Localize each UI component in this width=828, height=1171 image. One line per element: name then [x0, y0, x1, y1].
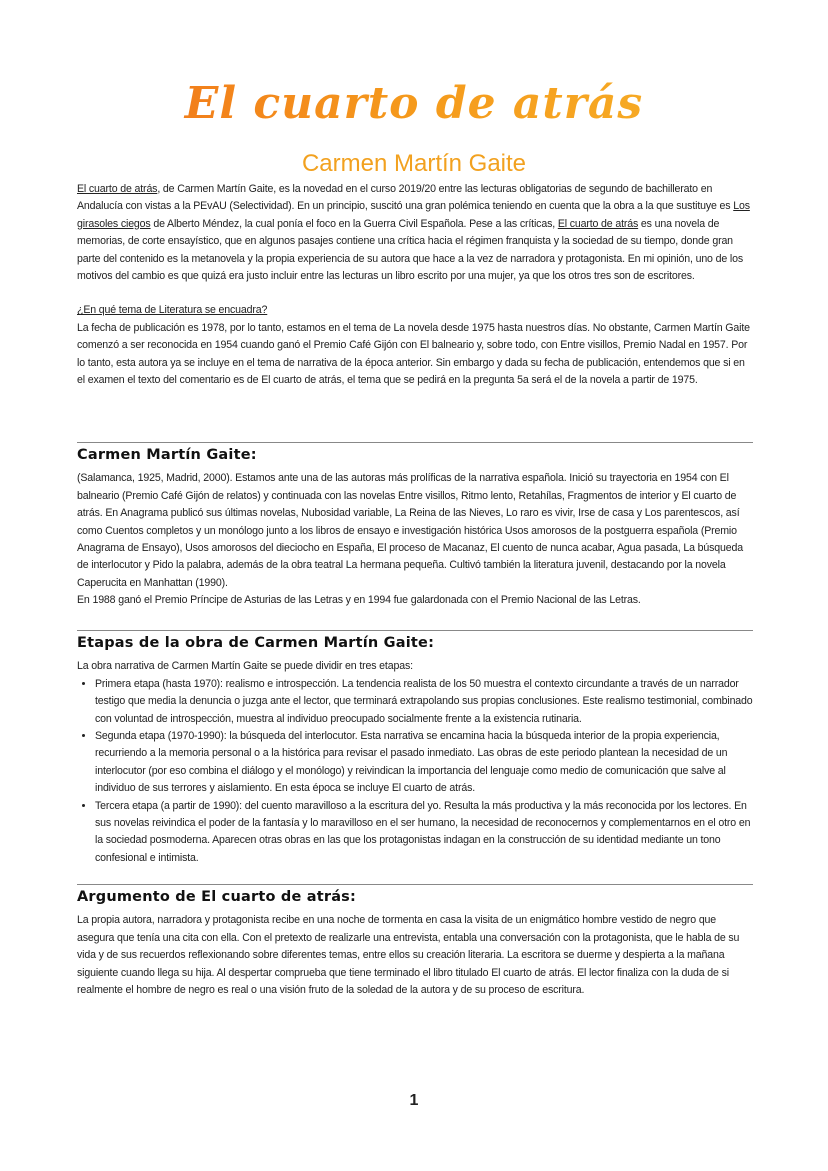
- stages-heading: Etapas de la obra de Carmen Martín Gaite:: [77, 635, 435, 651]
- list-item: • Tercera etapa (a partir de 1990): del cuento maravilloso a la escritura del yo. Resulta la más productiva y la más reconocida por los lectores. En sus novelas reivindica el poder de la fantasía y lo maravilloso en el ser humano, la necesidad de reconocernos y complementarnos en el otro en la sociedad posmoderna. Aparecen otras obras en las que los protagonistas indagan en la construcción de su identidad mediante un tono confesional e intimista.: [95, 798, 753, 868]
- plot-paragraph: La propia autora, narradora y protagonista recibe en una noche de tormenta en casa la visita de un enigmático hombre vestido de negro que asegura que tenía una cita con ella. Con el pretexto de realizarle una entrevista, entabla una conversación con la protagonista, que le habla de su vida y de sus recuerdos reflexionando sobre diferentes temas, entre ellos su creación literaria. La escritora se duerme y despierta a la mañana siguiente cuando llega su hija. Al despertar comprueba que tiene terminado el libro titulado El cuarto de atrás. El lector finaliza con la duda de si realmente el hombre de negro es real o una visión fruto de la soledad de la autora y de su proceso de escritura.: [77, 914, 740, 997]
- divider: [77, 442, 753, 443]
- divider: [77, 884, 753, 885]
- bio-section: [77, 442, 753, 610]
- plot-section: [77, 884, 753, 999]
- page-number: 1: [409, 1092, 419, 1109]
- intro-section: [77, 181, 753, 389]
- bio-paragraph: (Salamanca, 1925, Madrid, 2000). Estamos ante una de las autoras más prolíficas de la narrativa española. Inició su trayectoria en 1954 con El balneario (Premio Café Gijón de relatos) y continuada con las novelas Entre visillos, Ritmo lento, Retahílas, Fragmentos de interior y El cuarto de atrás. En Anagrama publicó sus últimas novelas, Nubosidad variable, La Reina de las Nieves, Lo raro es vivir, Irse de casa y Los parentescos, así como Cuentos completos y un monólogo junto a los libros de ensayo e investigación histórica Usos amorosos de la postguerra española (Premio Anagrama de Ensayo), Usos amorosos del dieciocho en España, El proceso de Macanaz, El cuento de nunca acabar, Agua pasada, La búsqueda de interlocutor y Pido la palabra, además de la obra teatral La hermana pequeña. Cultivó también la literatura juvenil, destacando por la novela Caperucita en Manhattan (1990).: [77, 472, 744, 589]
- theme-paragraph: La fecha de publicación es 1978, por lo tanto, estamos en el tema de La novela desde 1975 hasta nuestros días. No obstante, Carmen Martín Gaite comenzó a ser reconocida en 1954 cuando ganó el Premio Café Gijón con El balneario y, sobre todo, con Entre visillos, Premio Nadal en 1957. Por lo tanto, esta autora ya se incluye en el tema de narrativa de la época anterior. Sin embargo y dada su fecha de publicación, entendemos que si en el examen el texto del comentario es de El cuarto de atrás, el tema que se pedirá en la pregunta 5a será el de la novela a partir de 1975.: [77, 321, 750, 387]
- text: de Alberto Méndez, la cual ponía el foco en la Guerra Civil Española. Pese a las críticas,: [150, 217, 558, 230]
- stages-intro: La obra narrativa de Carmen Martín Gaite se puede dividir en tres etapas:: [77, 660, 413, 673]
- bio-awards: En 1988 ganó el Premio Príncipe de Asturias de las Letras y en 1994 fue galardonada con el Premio Nacional de las Letras.: [77, 594, 641, 607]
- plot-heading: Argumento de El cuarto de atrás:: [77, 889, 357, 905]
- text: es una novela de memorias, de corte ensayístico, que en algunos pasajes contiene una crítica hacia el régimen franquista y la sociedad de su tiempo, donde gran parte del contenido es la metanovela y la propia experiencia de su autora que hace a la vez de narradora y protagonista. En mi opinión, uno de los motivos del cambio es que quizá era justo incluir entre las lecturas un libro escrito por una mujer, ya que los otros tres son de escritores.: [77, 217, 743, 283]
- book-title-link: El cuarto de atrás: [557, 217, 639, 230]
- text: , de Carmen Martín Gaite, es la novedad en el curso 2019/20 entre las lecturas obligatorias de segundo de bachillerato en Andalucía con vistas a la PEvAU (Selectividad). En un principio, suscitó una gran polémica teniendo en cuenta que la obra a la que sustituye es: [77, 183, 734, 213]
- divider: [77, 630, 753, 631]
- book-title-link: Los girasoles ciegos: [77, 200, 750, 230]
- document-subtitle: Carmen Martín Gaite: [301, 150, 527, 177]
- document-title: El cuarto de atrás: [0, 78, 828, 129]
- stages-section: [77, 630, 753, 867]
- book-title-link: El cuarto de atrás: [77, 183, 158, 195]
- list-item: • Segunda etapa (1970-1990): la búsqueda del interlocutor. Esta narrativa se encamina hacia la búsqueda interior de la propia experiencia, recurriendo a la memoria personal o a la histórica para revisar el pasado inmediato. Las obras de este periodo plantean la necesidad de un interlocutor (por eso combina el diálogo y el monólogo) y reivindican la importancia del lenguaje como medio de comunicación que salve al individuo de sus terrores y aislamiento. En esta época se incluye El cuarto de atrás.: [95, 728, 753, 798]
- question-heading: ¿En qué tema de Literatura se encuadra?: [77, 304, 268, 317]
- stages-list: [77, 676, 753, 867]
- intro-paragraph: [77, 181, 753, 285]
- bio-heading: Carmen Martín Gaite:: [77, 447, 257, 463]
- list-item: • Primera etapa (hasta 1970): realismo e introspección. La tendencia realista de los 50 muestra el contexto circundante a través de un narrador testigo que media la denuncia o juzga ante el lector, que terminará extrapolando sus propias conclusiones. Este realismo testimonial, combinado con voluntad de introspección, muestra al individuo preocupado socialmente frente a la existencia rutinaria.: [95, 676, 753, 728]
